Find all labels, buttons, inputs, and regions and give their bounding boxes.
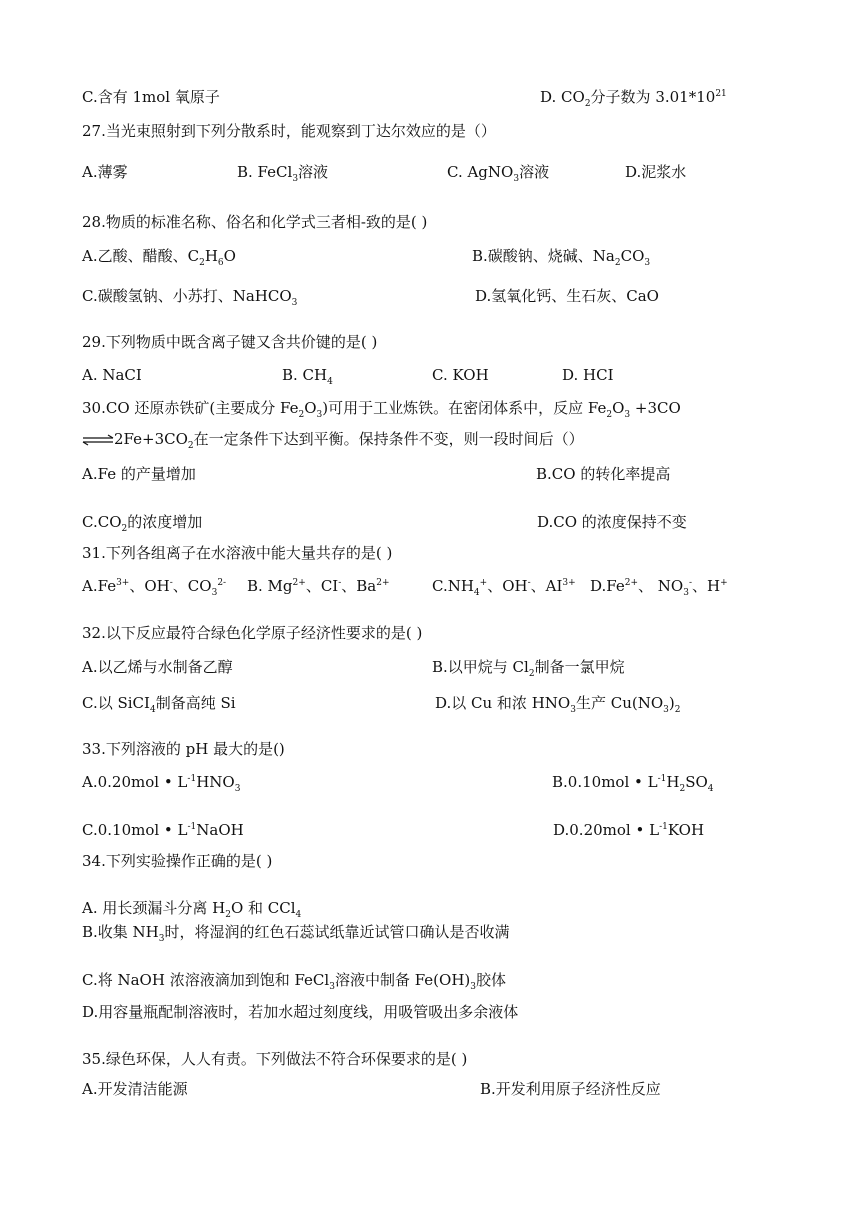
q31-option-c: $C.NH_4^+$、OH-、$AI^{3+}$ xyxy=(432,577,576,598)
q27-option-a: A.薄雾 xyxy=(82,163,128,181)
q35-option-b: B.开发利用原子经济性反应 xyxy=(480,1080,661,1098)
q27-option-b: B. FeCl$_3$溶液 xyxy=(237,163,329,184)
q34-option-b: B.收集 $NH_3$时，将湿润的红色石蕊试纸靠近试管口确认是否收满 xyxy=(82,923,510,944)
q34-option-a: A. 用长颈漏斗分离 $H_2O$ 和 CCl$_4$ xyxy=(82,899,302,920)
q32-option-c: C.以 SiCI$_4$制备高纯 Si xyxy=(82,694,236,715)
q28-option-d: D.氢氧化钙、生石灰、CaO xyxy=(475,287,659,305)
q35-option-a: A.开发清洁能源 xyxy=(82,1080,188,1098)
q28-option-c: C.碳酸氢钠、小苏打、NaHCO$_3$ xyxy=(82,287,298,308)
q34-stem: 34.下列实验操作正确的是( ) xyxy=(82,852,273,870)
q34-option-c: C.将 NaOH 浓溶液滴加到饱和 FeCl$_3$溶液中制备 $Fe(OH)_3$胶体 xyxy=(82,971,507,992)
q27-stem: 27.当光束照射到下列分散系时，能观察到丁达尔效应的是（） xyxy=(82,122,496,140)
q28-stem: 28.物质的标准名称、俗名和化学式三者相-致的是( ) xyxy=(82,213,428,231)
q28-option-b: B.碳酸钠、烧碱、$Na_2CO_3$ xyxy=(472,247,651,268)
q33-option-c: C.0.10mol • $L^{-1}NaOH$ xyxy=(82,821,244,839)
q32-stem: 32.以下反应最符合绿色化学原子经济性要求的是( ) xyxy=(82,624,423,642)
q29-option-d: D. HCI xyxy=(562,366,614,384)
q26-option-d: D. $CO_2$分子数为 $3.01*10^{21}$ xyxy=(540,88,727,109)
q30-stem-line1: 30.CO 还原赤铁矿(主要成分 $Fe_2O_3$)可用于工业炼铁。在密闭体系中，反应 $Fe_2O_3 +3CO$ xyxy=(82,399,681,420)
q35-stem: 35.绿色环保，人人有责。下列做法不符合环保要求的是( ) xyxy=(82,1050,468,1068)
q33-option-a: A.0.20mol • $L^{-1}HNO_3$ xyxy=(82,773,241,794)
q30-option-d: D.CO 的浓度保持不变 xyxy=(537,513,687,531)
q31-option-a: $A.Fe^{3+}$、OH-、$CO_3^{2-}$ xyxy=(82,577,227,598)
q29-stem: 29.下列物质中既含离子键又含共价键的是( ) xyxy=(82,333,378,351)
q26-option-c: C.含有 1mol 氧原子 xyxy=(82,88,220,106)
q33-option-d: D.0.20mol • $L^{-1}KOH$ xyxy=(553,821,705,839)
q34-option-d: D.用容量瓶配制溶液时，若加水超过刻度线，用吸管吸出多余液体 xyxy=(82,1003,519,1021)
q29-option-c: C. KOH xyxy=(432,366,489,384)
q27-option-d: D.泥浆水 xyxy=(625,163,687,181)
q28-option-a: A.乙酸、醋酸、$C_2H_6O$ xyxy=(82,247,236,268)
q33-option-b: B.0.10mol • $L^{-1}H_2SO_4$ xyxy=(552,773,714,794)
q31-option-b: B. $Mg^{2+}$、CI-、$Ba^{2+}$ xyxy=(247,577,390,595)
q30-option-c: $C.CO_2$的浓度增加 xyxy=(82,513,203,534)
q27-option-c: C. AgNO$_3$溶液 xyxy=(447,163,550,184)
q31-stem: 31.下列各组离子在水溶液中能大量共存的是( ) xyxy=(82,544,393,562)
q30-option-b: B.CO 的转化率提高 xyxy=(536,465,671,483)
equilibrium-arrow-icon xyxy=(82,434,114,446)
q32-option-b: B.以甲烷与 $Cl_2$制备一氯甲烷 xyxy=(432,658,625,679)
q30-option-a: A.Fe 的产量增加 xyxy=(82,465,196,483)
q30-stem-line2: $2Fe+3CO_2$在一定条件下达到平衡。保持条件不变，则一段时间后（） xyxy=(82,429,584,449)
q32-option-d: D.以 Cu 和浓 $HNO_3$生产 $Cu(NO_3)_2$ xyxy=(435,694,681,715)
q29-option-a: A. NaCI xyxy=(82,366,142,384)
q31-option-d: $D.Fe^{2+}$、 $NO_3^-$、H+ xyxy=(590,577,728,598)
q32-option-a: A.以乙烯与水制备乙醇 xyxy=(82,658,233,676)
q33-stem: 33.下列溶液的 pH 最大的是() xyxy=(82,740,285,758)
q29-option-b: B. $CH_4$ xyxy=(282,366,333,387)
